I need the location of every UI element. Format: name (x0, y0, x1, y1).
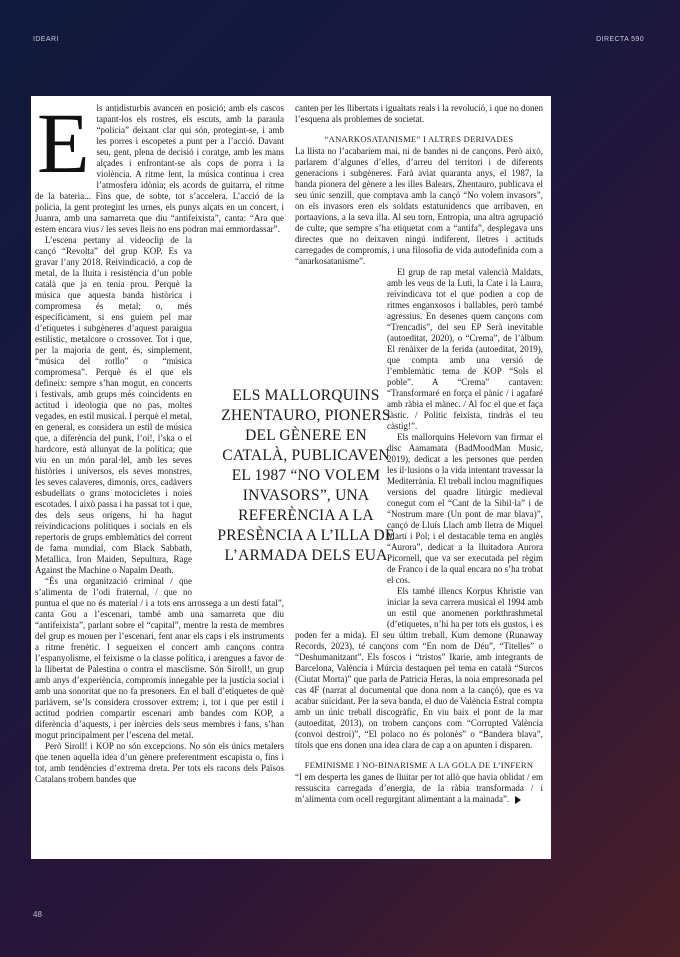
article-paragraph: La llista no l’acabaríem mai, ni de bandes ni de cançons. Però això, parlarem d’algunes d’elles, d’arreu del territori i de diferents generacions i subgèneres. Farà aviat quaranta anys, el 1987, la banda pionera del gènere a les illes Balears, Zhentauro, publicava el seu únic senzill, que comptava amb la cançó “No volem invasors”, on els invasors eren els soldats estatunidencs que arribaven, en portaavions, a la seva illa. Al seu torn, Entropia, una altra agrupació de culte, que sempre s’ha etiquetat com a “antifa”, desplegava uns directes que no deixaven ningú indiferent, lletres i actituds carregades de compromís, i una filosofia de vida autodefinida com a “anarkosatanisme”. (295, 146, 543, 266)
article-paragraph: Però Siroll! i KOP no són excepcions. No són els únics metalers que tenen aquella idea d’un gènere preferentment escapista o, fins i tot, amb tendències d’extrema dreta. Per tots els racons dels Països Catalans trobem bandes que (35, 741, 284, 784)
subheading: “ANARKOSATANISME” I ALTRES DERIVADES (324, 134, 514, 144)
drop-cap: E (37, 96, 90, 191)
article-paragraph: Els mallorquins Helevorn van firmar el disc Aamamata (BadMoodMan Music, 2019), dedicat a les persones que perden les il·lusions o la vida intentant travessar la Mediterrània. El treball inclou magnífiques versions del quadre litúrgic medieval conegut com el “Cant de la Sibil·la” i de “Nostrum mare (Un pont de mar blava)”, cançó de Lluís Llach amb lletra de Miquel Martí i Pol; i el destacable tema en anglès “Aurora”, dedicat a la lluitadora Aurora Picornell, que va ser executada pel règim de Franco i de la qual encara no s’ha trobat el cos. (387, 432, 543, 585)
article-paragraph: L’escena pertany al videoclip de la cançó “Revolta” del grup KOP. Es va gravar l’any 2018. Reivindicació, a cop de metal, de la lluita i resistència d’un poble català que ja en tenia prou. Perquè la música que aquesta banda històrica i compromesa és metal; o, més específicament, si ens guiem pel mar d’etiquetes i subgèneres d’aquest paraigua estilístic, metalcore o crossover. Tot i que, per la majoria de gent, és, simplement, “música del rotllo” o “música compromesa”. Perquè és el que els defineix: sempre s’han mogut, en concerts i festivals, amb grups més coincidents en actitud i ideologia que no pas, moltes vegades, en estil musical. I perquè el metal, en general, es considera un estil de música que, a diferència del punk, l’oi!, l’ska o el hardcore, està allunyat de la política; que viu en un món paral·lel, amb les seves històries i universos, els seves monstres, les seves calaveres, dimonis, orcs, cadàvers esbudellats o grans motocicletes i noies escotades. I això passa i ha passat tot i que, des dels seus orígens, hi ha hagut reivindicacions polítiques i socials en els repertoris de grups emblemàtics del corrent de fama mundial, com Black Sabbath, Metallica, Iron Maiden, Sepultura, Rage Against the Machine o Napalm Death. (35, 235, 192, 575)
article-paragraph: canten per les llibertats i igualtats reals i la revolució, i que no donen l’esquena als problemes de societat. (295, 103, 543, 124)
magazine-issue-label: DIRECTA 590 (596, 36, 644, 43)
article-paragraph: El grup de rap metal valencià Maldats, amb les veus de la Luti, la Cate i la Laura, reivindicava tot el que podien a cop de ritmes enganxosos i ballables, però també agressius. En desenes quem cançons com “Trencadís”, del seu EP Serà inevitable (autoeditat, 2020), o “Crema”, de l’àlbum El renàixer de la ferida (autoeditat, 2019), que compta amb una versió de l’emblemàtic tema de KOP “Sols el poble”. A “Crema” cantaven: “Transformaré en força el pànic / i agafaré amb ràbia el mànec. / Al foc el que et faça fàstic. / Politic feixista, tindràs el teu càstig!”. (387, 267, 543, 431)
section-label: IDEARI (33, 36, 59, 43)
article-paragraph: “És una organització criminal / que s’alimenta de l’odi fraternal, / que no puntua el que no és material / i a tots ens arrossega a un destí fatal”, canta Gou a l’escenari, també amb una samarreta que diu “antifeixista”, parlant sobre el “capital”, mentre la resta de membres del grup es mouen per l’escenari, fent anar els caps i els instruments a ritme frenètic. I segueixen el concert amb cançons contra l’espanyolisme, el feixisme o la classe política, i arengues a favor de la llibertat de Palestina o contra el masclisme. Són Siroll!, un grup amb anys d’experiència, compromís innegable per la justícia social i amb una sonoritat que no fa presoners. En el ball d’etiquetes de què parlàvem, se’ls considera crossover extrem; i, tot i que per estil i actitud podrien compartir escenari amb bandes com KOP, a diferència d’aquests, i per inèrcies dels seus membres i fans, s’han mogut principalment per l’escena del metal. (35, 576, 284, 740)
article-paragraph: ls antidisturbis avancen en posició; amb els cascos tapant-los els rostres, els escuts, amb la paraula “policia” deixant clar qui són, protegint-se, i amb les porres i escopetes a punt per a l’acció. Davant seu, gent, plena de decisió i coratge, amb les mans alçades i enfrontant-se als cops de porra i la violència. A ritme lent, la música continua i crea l’atmosfera idònia; els acords de guitarra, el ritme de la bateria... Fins que, de sobte, tot s’accelera. L’acció de la policia, la gent protegint les urnes, els punys alçats en un concert, i Juanra, amb una samarreta que diu “antifeixista”, canta: “Ara que estem encara vius / les seves lleis no ens podran mai emmordassar”. (35, 103, 284, 234)
subheading: FEMINISME I NO-BINARISME A LA GOLA DE L’INFERN (304, 760, 534, 770)
page-number: 48 (33, 910, 42, 919)
article-paragraph: Els també illencs Korpus Khristie van iniciar la seva carrera musical el 1994 amb un estil que anomenen porkthrashmetal (d’etiquetes, n’hi ha per tots els gustos, i es poden fer a mida). El seu últim treball, Kum demone (Runaway Records, 2023), té cançons com “En nom de Déu”, “Titelles” o “Deshumanitzant”. Els foscos i “tristos” Ikarie, amb integrants de Barcelona, València i Múrcia destaquen pel tema en català “Surcos (Ciutat Morta)” que parla de Patricia Heras, la noia empresonada pel cas 4F (narrat al documental que dona nom a la cançó), que es va acabar suïcidant. Per la seva banda, el duo de València Estral compta amb un únic treball discogràfic, En viu baix el pont de la mar (autoeditat, 2013), on trobem cançons com “Corrupted València (convoi destroi)”, “El polaco no és polonès” o “Bandera blava”, títols que ens donen una idea clara de cap a on apunten i disparen. (295, 586, 543, 750)
end-of-article-icon (515, 796, 521, 804)
pull-quote: ELS MALLORQUINS ZHENTAURO, PIONERS DEL GÈNERE EN CATALÀ, PUBLICAVEN EL 1987 “NO VOLEM INVASORS”, UNA REFERÈNCIA A LA PRESÈNCIA A L’ILLA DE L’ARMADA DELS EUA (217, 387, 395, 564)
article-paragraph (295, 772, 543, 805)
article-page (31, 96, 551, 859)
closing-quote: “I em desperta les ganes de lluitar per tot allò que havia oblidat / em ressuscita carregada d’energia, de la ràbia transformada / i m’alimenta com ocell regurgitant alimentant a la mainada”. (295, 772, 543, 804)
